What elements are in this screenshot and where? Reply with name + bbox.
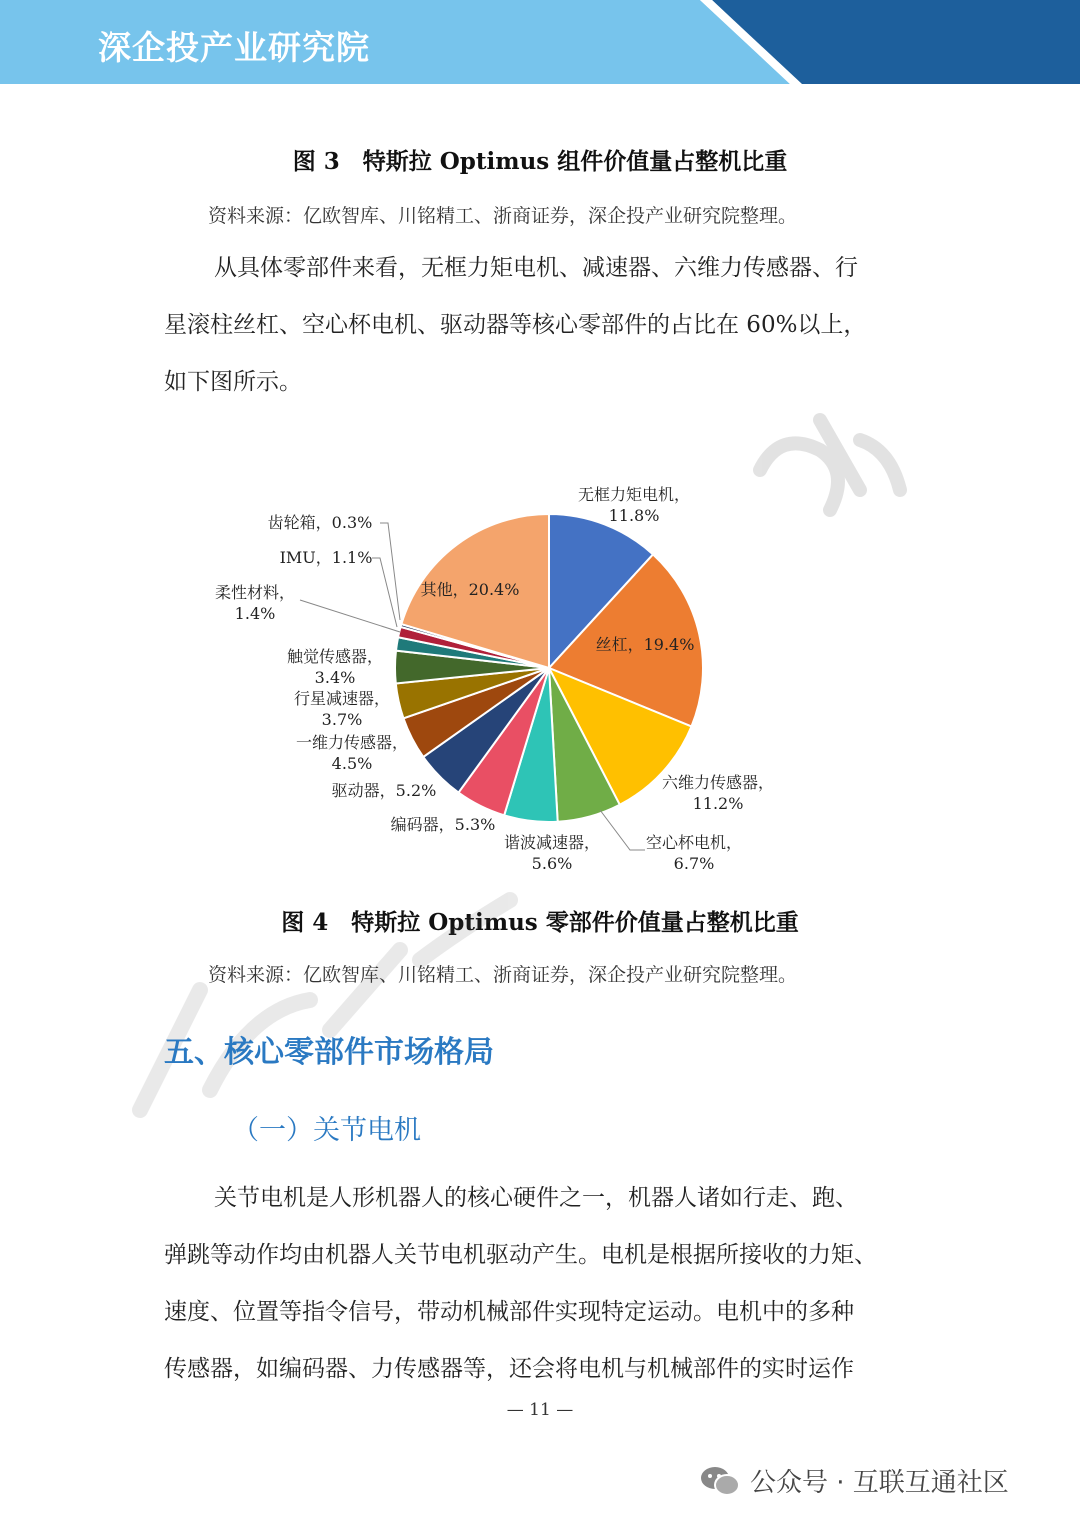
pie-label: 触觉传感器， 3.4%: [286, 647, 384, 687]
wechat-icon: [700, 1465, 740, 1497]
section-heading: 五、核心零部件市场格局: [164, 1035, 494, 1070]
pie-label: 六维力传感器， 11.2%: [661, 773, 775, 813]
paragraph-2-line: 速度、位置等指令信号，带动机械部件实现特定运动。电机中的多种: [164, 1299, 854, 1325]
pie-leader-line: [600, 810, 645, 850]
pie-label: IMU，1.1%: [279, 548, 373, 567]
paragraph-1-line: 从具体零部件来看，无框力矩电机、减速器、六维力传感器、行: [214, 255, 858, 281]
pie-label: 谐波减速器， 5.6%: [503, 833, 601, 873]
paragraph-2-line: 传感器，如编码器、力传感器等，还会将电机与机械部件的实时运作: [164, 1356, 854, 1382]
pie-label: 一维力传感器， 4.5%: [295, 733, 409, 773]
pie-label: 丝杠，19.4%: [595, 635, 695, 654]
pie-label: 行星减速器， 3.7%: [293, 689, 391, 729]
header-title: 深企投产业研究院: [98, 28, 370, 67]
pie-label: 驱动器，5.2%: [331, 781, 437, 800]
pie-label: 其他，20.4%: [420, 580, 520, 599]
pie-label: 柔性材料， 1.4%: [214, 583, 296, 623]
footer-source: [700, 1462, 1009, 1499]
paragraph-2-line: 关节电机是人形机器人的核心硬件之一，机器人诸如行走、跑、: [214, 1185, 858, 1211]
paragraph-1-line: 如下图所示。: [164, 369, 302, 395]
section-subheading: （一）关节电机: [232, 1115, 421, 1146]
paragraph-1-line: 星滚柱丝杠、空心杯电机、驱动器等核心零部件的占比在 60%以上，: [164, 312, 867, 338]
watermark: [760, 420, 900, 510]
pie-label: 齿轮箱，0.3%: [267, 513, 373, 532]
figure4-source: 资料来源：亿欧智库、川铭精工、浙商证券，深企投产业研究院整理。: [208, 964, 798, 986]
figure3-source: 资料来源：亿欧智库、川铭精工、浙商证券，深企投产业研究院整理。: [208, 205, 798, 227]
pie-label: 空心杯电机， 6.7%: [645, 833, 743, 873]
pie-leader-line: [300, 600, 400, 632]
figure4-title: 图 4 特斯拉 Optimus 零部件价值量占整机比重: [281, 909, 799, 936]
pie-label: 编码器，5.3%: [390, 815, 496, 834]
paragraph-2: [164, 1170, 924, 1398]
pie-label: 无框力矩电机， 11.8%: [577, 485, 691, 525]
paragraph-2-line: 弹跳等动作均由机器人关节电机驱动产生。电机是根据所接收的力矩、: [164, 1242, 877, 1268]
page-number: — 11 —: [506, 1400, 574, 1420]
pie-slices: [395, 514, 703, 822]
footer-text: 公众号 · 互联互通社区: [750, 1468, 1009, 1498]
figure3-title: 图 3 特斯拉 Optimus 组件价值量占整机比重: [292, 148, 788, 175]
